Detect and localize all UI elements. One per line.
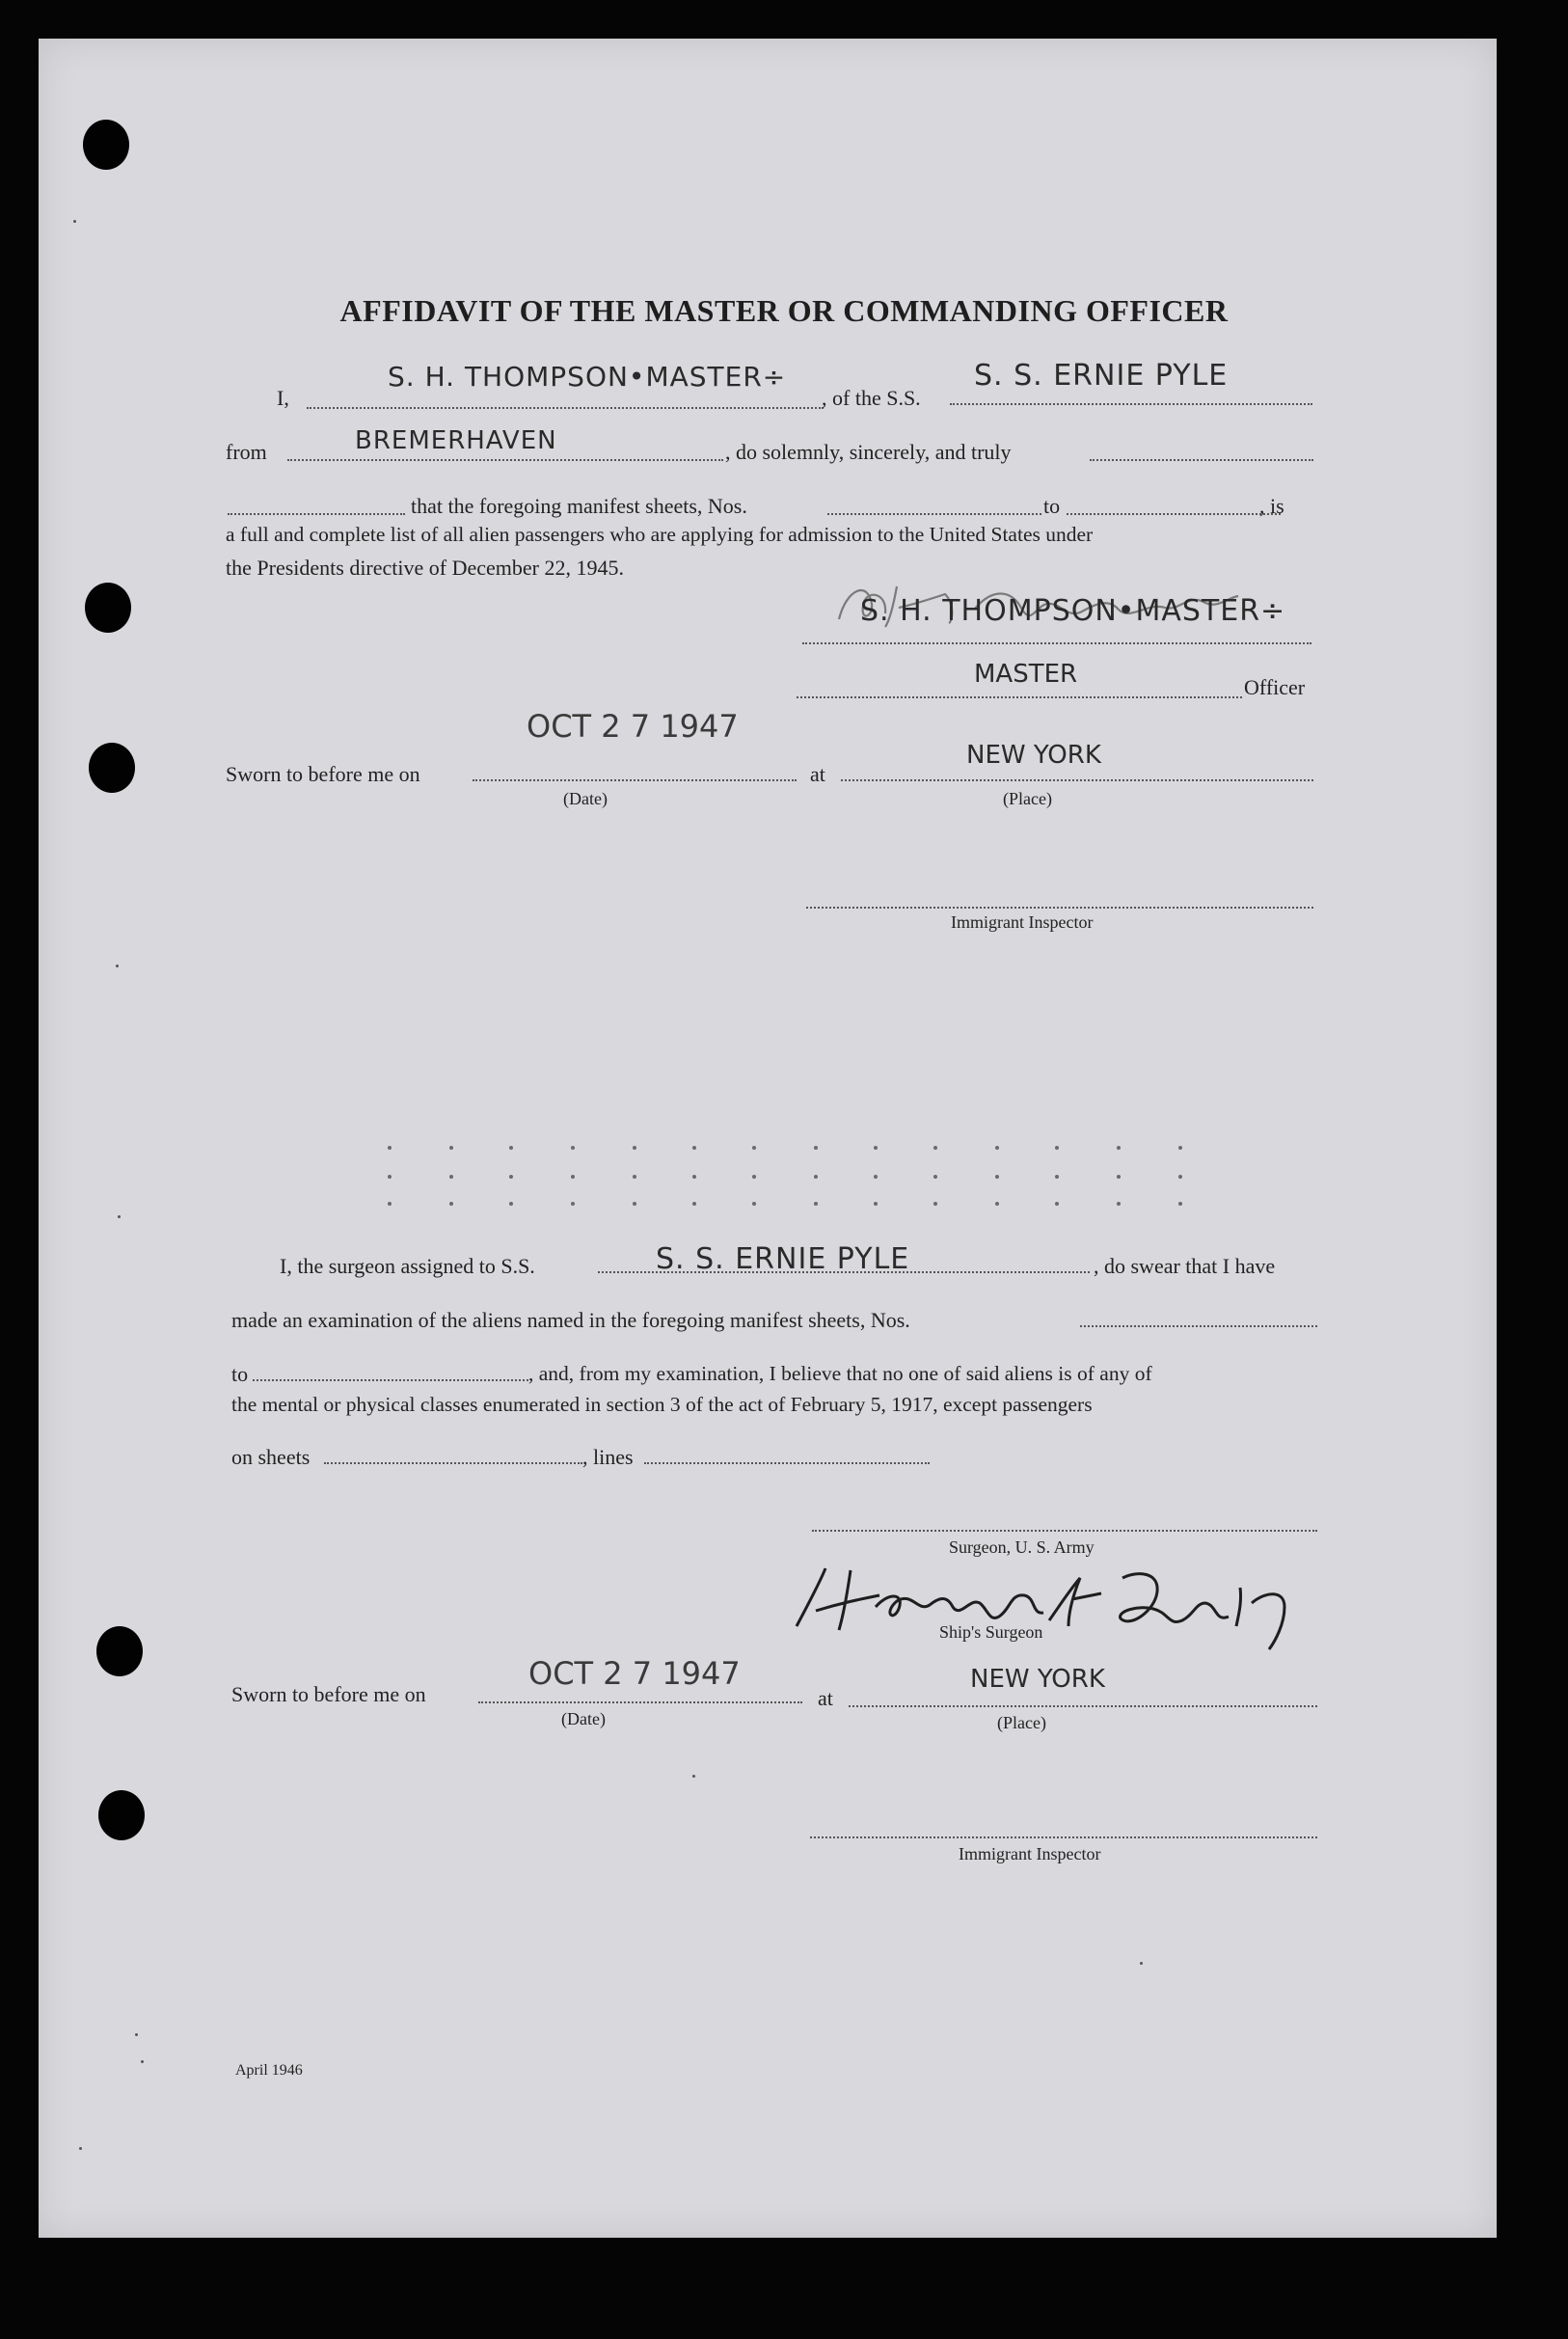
manifest-nos-line xyxy=(827,513,1041,515)
sworn-place-stamp-2: NEW YORK xyxy=(970,1665,1105,1694)
sworn-date-stamp-1: OCT 2 7 1947 xyxy=(527,708,739,745)
sworn-place-line-2 xyxy=(849,1705,1317,1707)
surgeon-signature xyxy=(783,1549,1323,1655)
ship-name-line xyxy=(950,403,1312,405)
date-caption-1: (Date) xyxy=(563,789,608,808)
lines-line xyxy=(644,1462,930,1464)
speck xyxy=(79,2147,82,2150)
officer-label: Officer xyxy=(1244,675,1306,699)
sworn-date-line-2 xyxy=(478,1701,802,1703)
speck xyxy=(116,965,119,967)
sworn-label-1: Sworn to before me on xyxy=(226,762,420,786)
lines-label: , lines xyxy=(582,1445,634,1469)
on-sheets-line xyxy=(324,1462,582,1464)
punch-hole xyxy=(89,743,135,793)
port-value: BREMERHAVEN xyxy=(355,426,557,455)
speck xyxy=(141,2060,144,2063)
form-date-footer: April 1946 xyxy=(235,2062,303,2079)
from-label: from xyxy=(226,440,267,464)
punch-hole xyxy=(85,583,131,633)
sworn-date-stamp-2: OCT 2 7 1947 xyxy=(528,1655,741,1692)
speck xyxy=(73,220,76,223)
page-title: AFFIDAVIT OF THE MASTER OR COMMANDING OFFICER xyxy=(339,293,1229,328)
speck xyxy=(135,2033,138,2036)
of-ss-label: , of the S.S. xyxy=(822,386,921,410)
surgeon-ship-value: S. S. ERNIE PYLE xyxy=(656,1242,910,1276)
surgeon-line4: the mental or physical classes enumerated in section 3 of the act of February 5, 1917, except passengers xyxy=(231,1393,1093,1416)
place-caption-1: (Place) xyxy=(1003,789,1052,808)
speck xyxy=(1140,1962,1143,1965)
solemnly-text: , do solemnly, sincerely, and truly xyxy=(725,440,1012,464)
sworn-place-stamp-1: NEW YORK xyxy=(966,741,1101,770)
surgeon-line2: made an examination of the aliens named in the foregoing manifest sheets, Nos. xyxy=(231,1308,910,1332)
master-signature-line xyxy=(802,642,1311,644)
master-body-line4: the Presidents directive of December 22, 1945. xyxy=(226,556,624,580)
master-name-line xyxy=(307,407,824,409)
inspector-label-1: Immigrant Inspector xyxy=(951,912,1094,932)
truly-line xyxy=(1090,459,1313,461)
speck xyxy=(692,1775,695,1778)
master-body-line3: a full and complete list of all alien passengers who are applying for admission to the United States under xyxy=(226,523,1094,546)
punch-hole xyxy=(98,1790,145,1840)
surgeon-line1-end: , do swear that I have xyxy=(1094,1254,1276,1278)
ships-surgeon-label: Ship's Surgeon xyxy=(939,1622,1043,1642)
surgeon-army-line xyxy=(812,1530,1317,1532)
inspector-label-2: Immigrant Inspector xyxy=(959,1844,1101,1863)
sworn-place-line-1 xyxy=(841,779,1313,781)
surgeon-line3-text: , and, from my examination, I believe that no one of said aliens is of any of xyxy=(528,1362,1152,1385)
surgeon-line1-text: I, the surgeon assigned to S.S. xyxy=(280,1254,535,1278)
manifest-text: that the foregoing manifest sheets, Nos. xyxy=(411,494,747,518)
master-title-stamp: MASTER xyxy=(974,660,1078,689)
punch-hole xyxy=(96,1626,143,1676)
surgeon-army-label: Surgeon, U. S. Army xyxy=(949,1537,1095,1557)
at-label-2: at xyxy=(818,1686,833,1710)
perforation-dots xyxy=(376,1138,1263,1215)
port-line xyxy=(287,459,723,461)
sworn-date-line-1 xyxy=(473,779,797,781)
date-caption-2: (Date) xyxy=(561,1709,606,1728)
surgeon-to-line xyxy=(253,1379,528,1381)
master-signature-stamp: S. H. THOMPSON•MASTER÷ xyxy=(860,594,1286,628)
punch-hole xyxy=(83,120,129,170)
inspector-line-1 xyxy=(806,907,1313,909)
to-label: to xyxy=(1043,494,1061,518)
master-i-label: I, xyxy=(277,386,289,410)
inspector-line-2 xyxy=(810,1836,1317,1838)
manifest-prefix-line xyxy=(228,513,405,515)
speck xyxy=(118,1215,121,1218)
master-ship-value: S. S. ERNIE PYLE xyxy=(974,359,1229,393)
is-label: , is xyxy=(1259,494,1284,518)
manifest-to-line xyxy=(1067,513,1281,515)
surgeon-nos-line xyxy=(1080,1325,1317,1327)
surgeon-to-label: to xyxy=(231,1362,249,1386)
sworn-label-2: Sworn to before me on xyxy=(231,1682,426,1706)
master-name-value: S. H. THOMPSON•MASTER÷ xyxy=(388,361,787,393)
place-caption-2: (Place) xyxy=(997,1713,1046,1732)
officer-line xyxy=(797,696,1242,698)
on-sheets-label: on sheets xyxy=(231,1445,311,1469)
at-label-1: at xyxy=(810,762,825,786)
